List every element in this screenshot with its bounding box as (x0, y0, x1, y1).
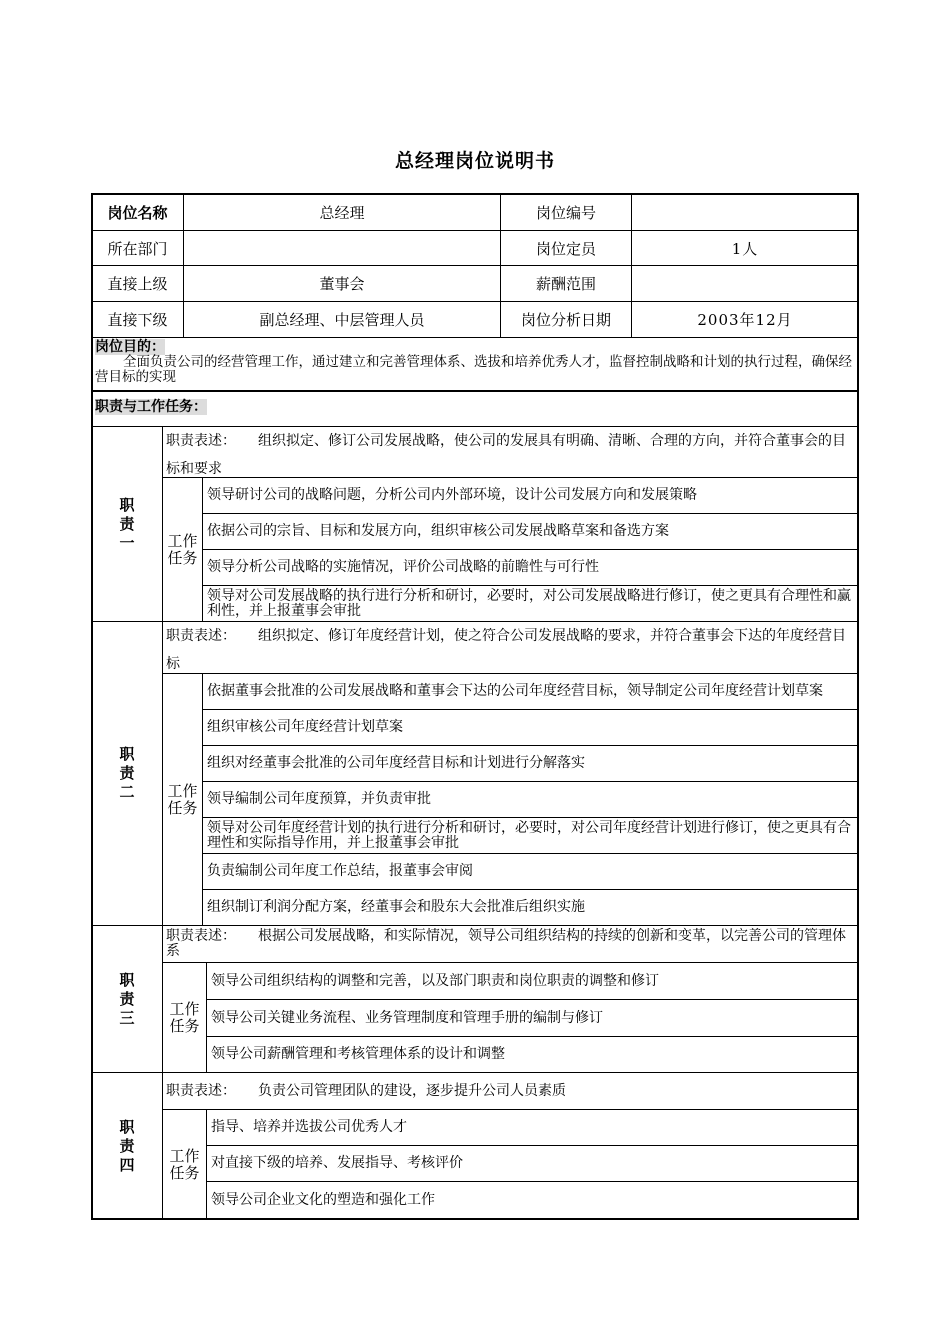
task-item-text: 领导公司企业文化的塑造和强化工作 (211, 1192, 435, 1208)
task-label-text: 工作任务 (169, 999, 200, 1035)
info-label (501, 195, 632, 231)
duty-statement-text: 根据公司发展战略，和实际情况，领导公司组织结构的持续的创新和变革，以完善公司的管理体系 (166, 928, 846, 959)
task-item-text: 组织审核公司年度经营计划草案 (207, 719, 403, 735)
task-label-text: 工作任务 (167, 531, 198, 567)
info-label (92, 266, 184, 302)
task-item (203, 514, 858, 550)
info-label (92, 195, 184, 231)
info-value (184, 266, 501, 302)
task-item-text: 领导对公司发展战略的执行进行分析和研讨，必要时，对公司发展战略进行修订，使之更具有合理性和赢利性，并上报董事会审批 (207, 587, 851, 619)
task-item (203, 550, 858, 586)
info-label (501, 302, 632, 338)
task-item (203, 890, 858, 926)
duty-name-text: 职责二 (119, 745, 135, 801)
page-title: 总经理岗位说明书 (394, 150, 555, 172)
task-item (203, 818, 858, 854)
purpose-label-text: 岗位目的： (95, 339, 165, 355)
info-label-text: 岗位编号 (535, 204, 596, 222)
task-item (207, 1000, 858, 1037)
duty-statement-prefix: 职责表述： (166, 1083, 236, 1099)
task-item-text: 领导公司关键业务流程、业务管理制度和管理手册的编制与修订 (211, 1009, 603, 1026)
info-label-text: 所在部门 (107, 239, 168, 258)
info-label (501, 231, 632, 266)
info-value (632, 302, 858, 338)
task-item (203, 674, 858, 710)
info-label-text: 直接上级 (107, 275, 168, 293)
task-item (207, 1110, 858, 1146)
info-label (501, 266, 632, 302)
task-label-text: 工作任务 (167, 781, 198, 817)
task-item-text: 领导编制公司年度预算，并负责审批 (207, 791, 431, 807)
duty-name (92, 622, 163, 926)
task-item (207, 963, 858, 1000)
duty-name (92, 926, 163, 1073)
info-label (92, 231, 184, 266)
task-item-text: 领导对公司年度经营计划的执行进行分析和研讨，必要时，对公司年度经营计划进行修订，使之更具有合理性和实际指导作用，并上报董事会审批 (207, 819, 851, 851)
info-value-text: 总经理 (319, 204, 365, 222)
duty-statement (163, 926, 858, 963)
task-item-text: 组织制订利润分配方案，经董事会和股东大会批准后组织实施 (207, 899, 585, 915)
task-item-text: 负责编制公司年度工作总结，报董事会审阅 (207, 863, 473, 879)
task-item-text: 组织对经董事会批准的公司年度经营目标和计划进行分解落实 (207, 755, 585, 771)
task-item (203, 478, 858, 514)
task-item (207, 1146, 858, 1182)
task-item-text: 指导、培养并选拔公司优秀人才 (211, 1119, 407, 1135)
duty-statement-text: 组织拟定、修订公司发展战略，使公司的发展具有明确、清晰、合理的方向，并符合董事会的目标和要求 (166, 433, 846, 477)
duty-name-text: 职责三 (119, 970, 135, 1027)
task-item (203, 710, 858, 746)
info-label-text: 岗位定员 (535, 239, 596, 258)
task-item-text: 依据公司的宗旨、目标和发展方向，组织审核公司发展战略草案和备选方案 (207, 523, 669, 539)
duty-statement-prefix: 职责表述： (166, 628, 236, 644)
duties-header-text: 职责与工作任务： (95, 399, 207, 415)
task-item-text: 领导分析公司战略的实施情况，评价公司战略的前瞻性与可行性 (207, 559, 599, 575)
info-label (92, 302, 184, 338)
task-item (203, 746, 858, 782)
info-value-text: 董事会 (319, 275, 365, 293)
info-label-text: 薪酬范围 (535, 275, 596, 293)
info-value-text: 副总经理、中层管理人员 (259, 311, 425, 329)
info-value (632, 195, 858, 231)
purpose-section (92, 338, 858, 392)
duties-header-label (95, 400, 855, 415)
info-value (632, 266, 858, 302)
purpose-label (95, 340, 855, 355)
task-item (203, 782, 858, 818)
info-value (184, 231, 501, 266)
task-label-text: 工作任务 (169, 1146, 200, 1182)
duty-statement-text: 负责公司管理团队的建设，逐步提升公司人员素质 (258, 1083, 566, 1099)
duty-statement-text: 组织拟定、修订年度经营计划，使之符合公司发展战略的要求，并符合董事会下达的年度经营目标 (166, 628, 846, 672)
duties-header (92, 392, 858, 427)
task-label (163, 674, 203, 926)
task-item (207, 1182, 858, 1219)
duty-name (92, 1073, 163, 1219)
task-label (163, 1110, 207, 1219)
task-item (203, 854, 858, 890)
info-value-text: 2003年12月 (697, 311, 793, 329)
task-item (203, 586, 858, 622)
task-item-text: 对直接下级的培养、发展指导、考核评价 (211, 1155, 463, 1171)
info-value (632, 231, 858, 266)
task-item (207, 1037, 858, 1073)
info-label-text: 岗位名称 (107, 204, 168, 222)
duty-name-text: 职责四 (119, 1117, 135, 1174)
info-label-text: 岗位分析日期 (520, 311, 611, 329)
duty-statement-prefix: 职责表述： (166, 433, 236, 449)
info-value-text: 1人 (731, 239, 759, 258)
task-label (163, 963, 207, 1073)
task-item-text: 依据董事会批准的公司发展战略和董事会下达的公司年度经营目标，领导制定公司年度经营计划草案 (207, 683, 823, 699)
info-value (184, 302, 501, 338)
duty-name (92, 427, 163, 622)
duty-statement (163, 622, 858, 674)
duty-statement (163, 1073, 858, 1110)
task-item-text: 领导研讨公司的战略问题，分析公司内外部环境，设计公司发展方向和发展策略 (207, 487, 697, 503)
task-label (163, 478, 203, 622)
task-item-text: 领导公司薪酬管理和考核管理体系的设计和调整 (211, 1046, 505, 1062)
purpose-text: 全面负责公司的经营管理工作，通过建立和完善管理体系、选拔和培养优秀人才，监督控制战略和计划的执行过程，确保经营目标的实现 (95, 354, 852, 385)
duty-statement (163, 427, 858, 478)
info-value (184, 195, 501, 231)
duty-name-text: 职责一 (119, 495, 135, 552)
task-item-text: 领导公司组织结构的调整和完善，以及部门职责和岗位职责的调整和修订 (211, 972, 659, 989)
duty-statement-prefix: 职责表述： (166, 928, 236, 944)
info-label-text: 直接下级 (107, 311, 168, 329)
